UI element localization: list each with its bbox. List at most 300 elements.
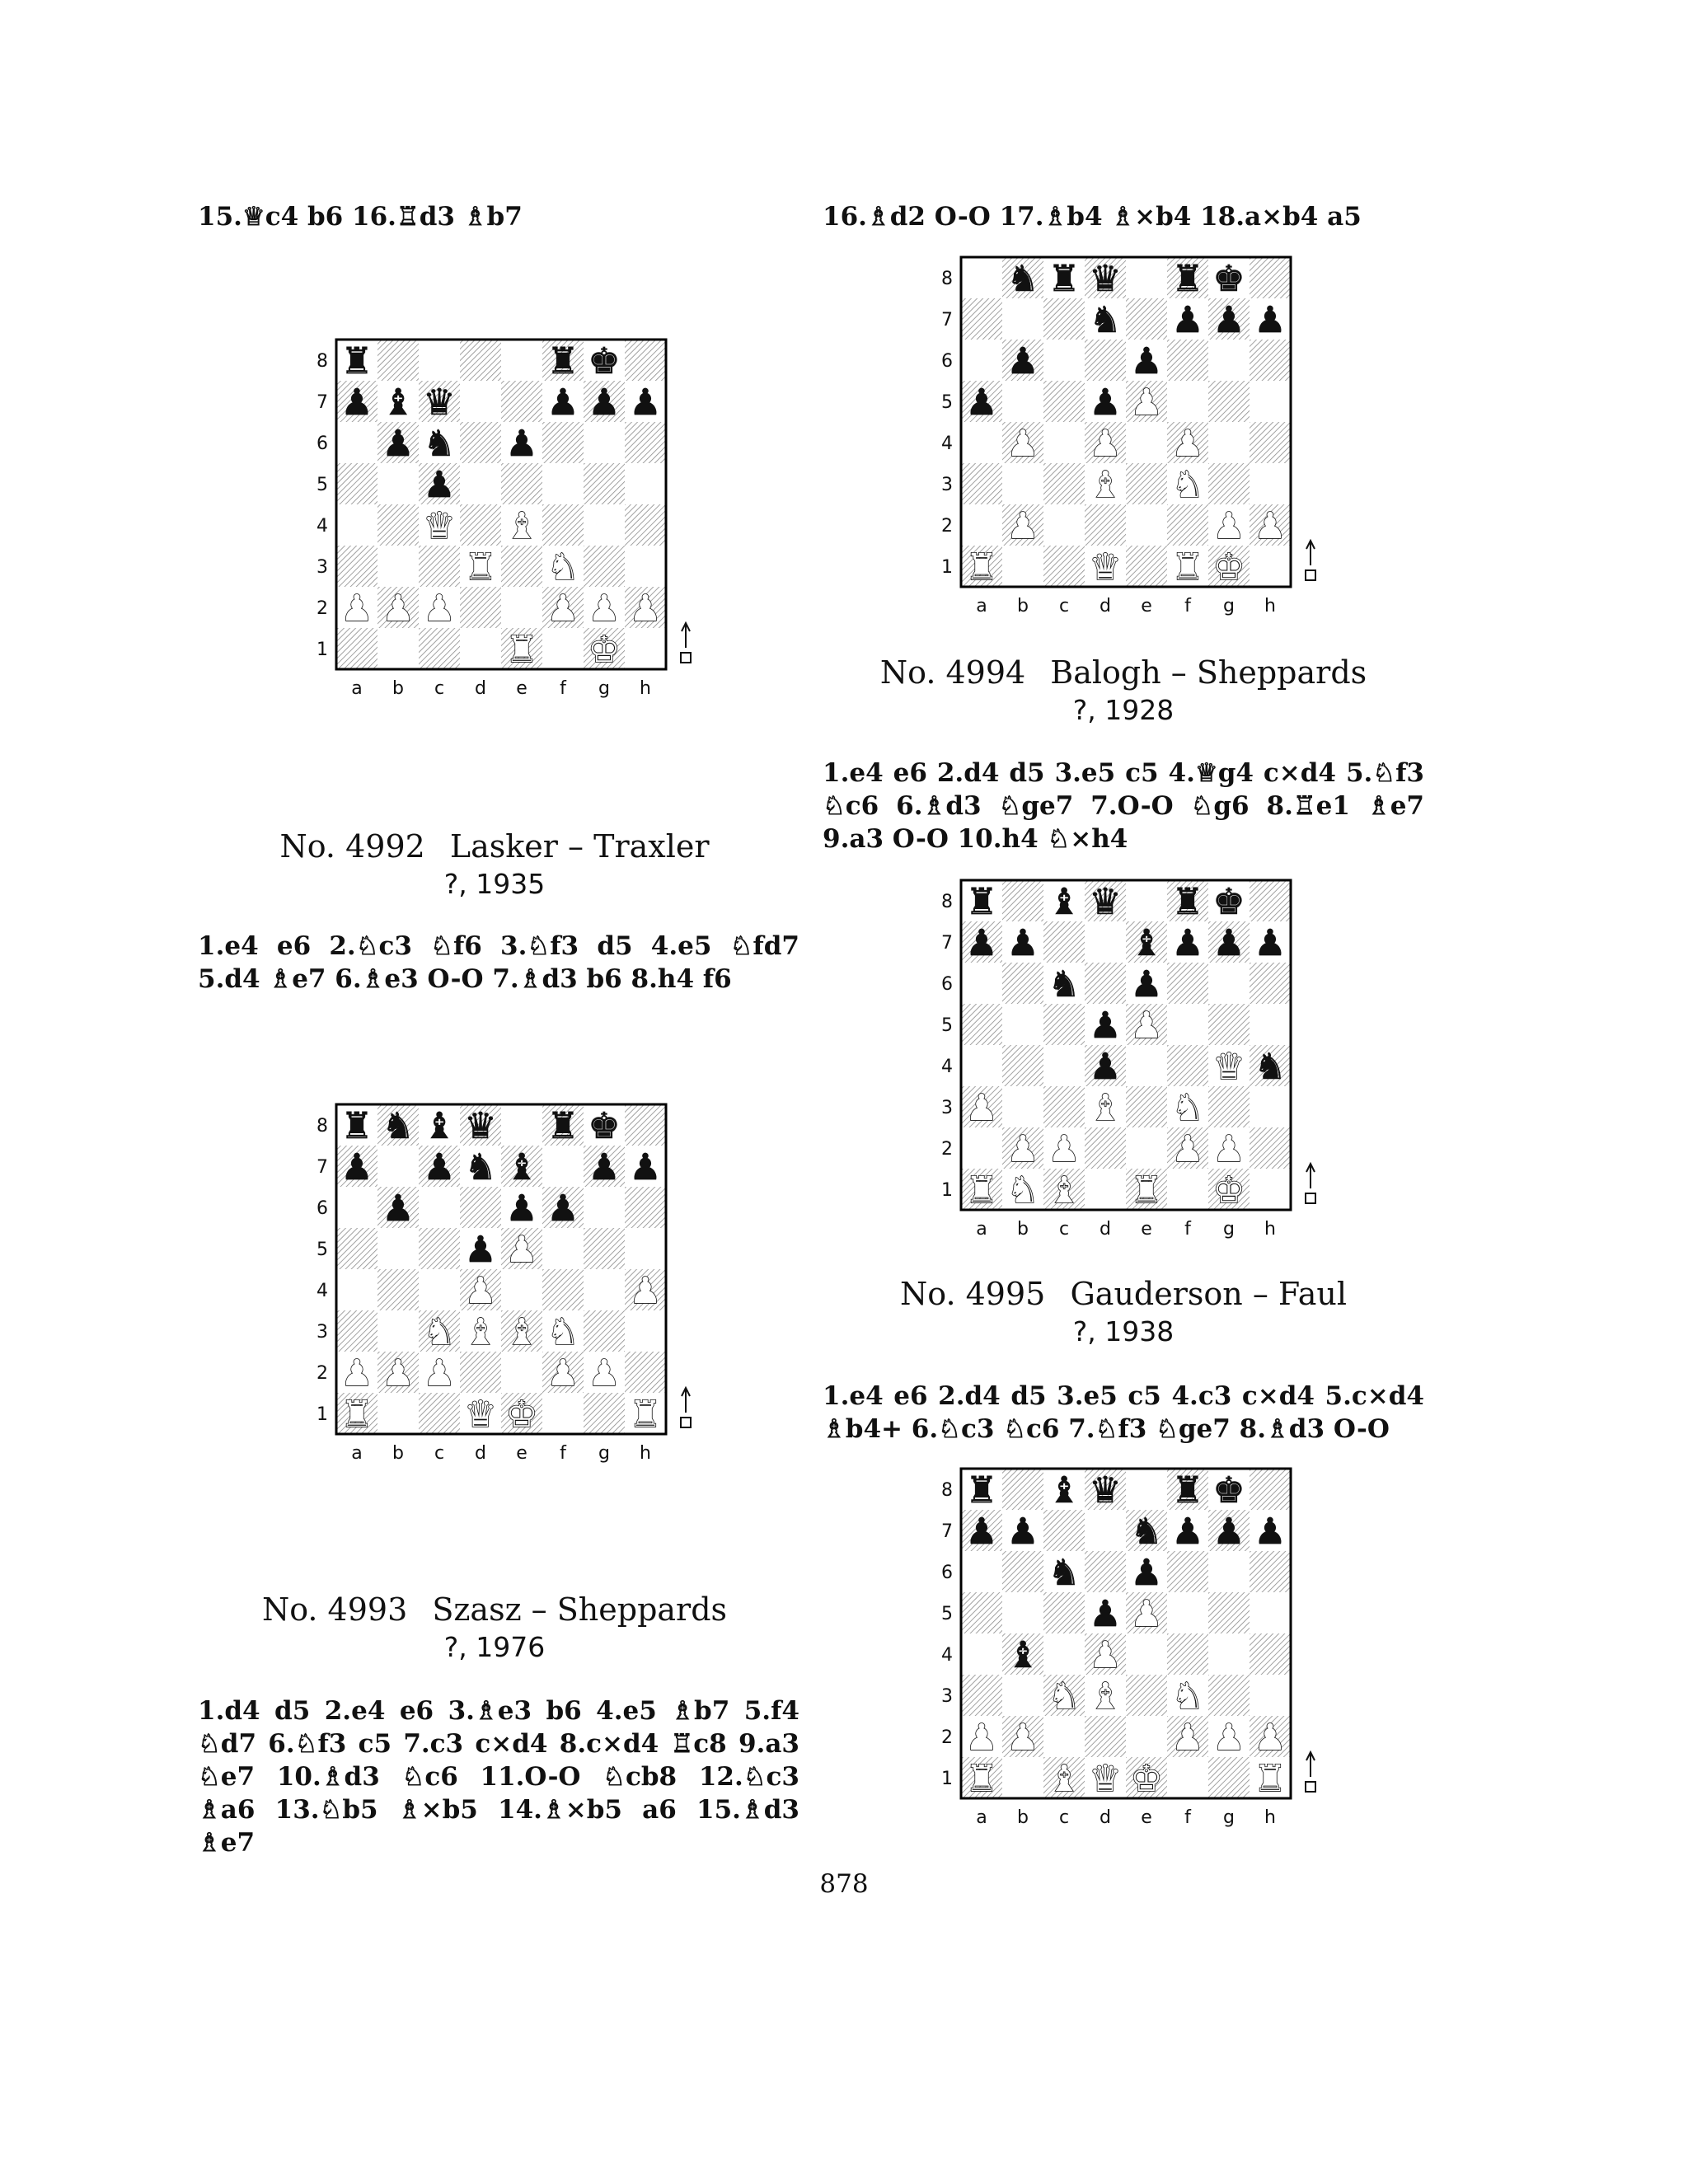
- rank-label: 1: [941, 557, 953, 578]
- board-square-h3: [625, 1310, 666, 1352]
- board-square-b6: [1002, 1551, 1043, 1592]
- board-square-e4: [1126, 1045, 1167, 1086]
- black-knight-icon: ♞: [1048, 963, 1081, 1005]
- rank-label: 3: [941, 1686, 953, 1707]
- chess-board-right-bottom: [936, 1469, 1340, 1828]
- white-pawn-icon: ♟: [1089, 1634, 1122, 1676]
- white-pawn-icon: ♟: [1254, 1717, 1287, 1759]
- white-rook-icon: ♜: [1254, 1758, 1287, 1800]
- board-square-e4: [501, 1269, 542, 1310]
- board-square-h8: [625, 340, 666, 381]
- board-square-a5: [336, 1228, 377, 1269]
- file-label: b: [1017, 1219, 1029, 1240]
- board-square-a3: [961, 1675, 1002, 1716]
- board-square-c6: [419, 1187, 460, 1228]
- chess-board-right-middle: [936, 880, 1340, 1240]
- board-square-e4: [1126, 1633, 1167, 1675]
- board-square-g4: [584, 1269, 625, 1310]
- white-pawn-icon: ♟: [546, 588, 579, 630]
- chess-board-svg: [936, 1469, 1340, 1828]
- black-pawn-icon: ♟: [588, 1146, 621, 1188]
- file-label: g: [1223, 1807, 1235, 1828]
- white-pawn-icon: ♟: [505, 1229, 538, 1271]
- black-king-icon: ♚: [588, 1105, 621, 1147]
- board-square-a7: [961, 298, 1002, 340]
- board-square-b8: [1002, 1469, 1043, 1510]
- black-knight-icon: ♞: [464, 1146, 497, 1188]
- black-pawn-icon: ♟: [1171, 922, 1204, 964]
- black-pawn-icon: ♟: [1254, 922, 1287, 964]
- board-square-f6: [1167, 340, 1208, 381]
- white-rook-icon: ♜: [1171, 546, 1204, 588]
- file-label: c: [434, 1443, 445, 1464]
- white-rook-icon: ♜: [340, 1394, 373, 1436]
- rank-label: 6: [941, 1563, 953, 1583]
- board-square-c8: [419, 340, 460, 381]
- board-square-b3: [377, 546, 419, 587]
- black-pawn-icon: ♟: [965, 382, 998, 424]
- white-pawn-icon: ♟: [1006, 1717, 1039, 1759]
- board-square-c7: [1043, 921, 1085, 963]
- white-to-move-icon: [1306, 541, 1315, 580]
- white-to-move-icon: [1306, 1164, 1315, 1203]
- game-4995-moves: 1.e4 e6 2.d4 d5 3.e5 c5 4.c3 c×d4 5.c×d4 ♗b4+ 6.♘c3 ♘c6 7.♘f3 ♘ge7 8.♗d3 O-O: [823, 1381, 1424, 1444]
- board-square-g5: [1208, 1592, 1250, 1633]
- game-4995-heading: [823, 1275, 1424, 1351]
- white-queen-icon: ♛: [464, 1394, 497, 1436]
- black-knight-icon: ♞: [1130, 1511, 1163, 1553]
- board-square-f5: [542, 463, 584, 504]
- board-square-c4: [419, 1269, 460, 1310]
- white-pawn-icon: ♟: [1006, 1128, 1039, 1170]
- game-number: No. 4995: [900, 1276, 1046, 1312]
- board-square-c3: [1043, 1086, 1085, 1127]
- file-label: d: [1100, 1219, 1111, 1240]
- rank-label: 3: [316, 557, 328, 578]
- board-square-e8: [501, 1104, 542, 1146]
- board-square-h6: [1250, 340, 1291, 381]
- white-bishop-icon: ♝: [1048, 1169, 1081, 1212]
- black-rook-icon: ♜: [1171, 1469, 1204, 1511]
- game-4993-moves: 1.d4 d5 2.e4 e6 3.♗e3 b6 4.e5 ♗b7 5.f4 ♘d7 6.♘f3 c5 7.c3 c×d4 8.c×d4 ♖c8 9.a3 ♘e7 10.♗d3 ♘c6 11.O-O ♘cb8 12.♘c3 ♗a6 13.♘b5 ♗×b5 14.♗×b5 a6 15.♗d3 ♗e7: [198, 1696, 799, 1858]
- board-square-g4: [1208, 1633, 1250, 1675]
- board-square-b4: [377, 1269, 419, 1310]
- board-square-c7: [1043, 298, 1085, 340]
- rank-label: 2: [941, 516, 953, 537]
- board-square-b5: [377, 1228, 419, 1269]
- board-square-d6: [460, 1187, 501, 1228]
- file-label: c: [1058, 1219, 1070, 1240]
- board-square-d2: [1085, 1127, 1126, 1169]
- white-bishop-icon: ♝: [505, 1311, 538, 1353]
- white-pawn-icon: ♟: [965, 1087, 998, 1129]
- rank-label: 8: [316, 1116, 328, 1137]
- board-square-f2: [1167, 504, 1208, 546]
- rank-label: 4: [316, 516, 328, 537]
- board-square-d4: [460, 504, 501, 546]
- black-knight-icon: ♞: [382, 1105, 415, 1147]
- white-bishop-icon: ♝: [1089, 464, 1122, 506]
- black-pawn-icon: ♟: [965, 922, 998, 964]
- board-square-e3: [1126, 1086, 1167, 1127]
- board-square-d2: [1085, 1716, 1126, 1757]
- white-rook-icon: ♜: [464, 546, 497, 588]
- board-square-g3: [1208, 1675, 1250, 1716]
- chess-board-left-top: [312, 340, 715, 699]
- board-square-e2: [1126, 1127, 1167, 1169]
- black-pawn-icon: ♟: [546, 1188, 579, 1230]
- game-place-year: ?, 1935: [443, 868, 546, 900]
- black-bishop-icon: ♝: [1006, 1634, 1039, 1676]
- board-square-g6: [584, 1187, 625, 1228]
- white-pawn-icon: ♟: [1212, 1128, 1245, 1170]
- file-label: d: [475, 1443, 486, 1464]
- white-queen-icon: ♛: [423, 505, 456, 547]
- white-pawn-icon: ♟: [464, 1270, 497, 1312]
- black-rook-icon: ♜: [965, 881, 998, 923]
- board-square-e5: [501, 463, 542, 504]
- rank-label: 6: [941, 351, 953, 372]
- board-square-e4: [1126, 422, 1167, 463]
- game-4993-heading: [198, 1591, 791, 1666]
- board-square-d5: [460, 463, 501, 504]
- board-square-c1: [419, 628, 460, 669]
- board-square-e8: [1126, 880, 1167, 921]
- chess-board-svg: [936, 880, 1340, 1240]
- game-number: No. 4993: [261, 1591, 408, 1628]
- board-square-h1: [1250, 1169, 1291, 1210]
- board-square-b8: [377, 340, 419, 381]
- black-pawn-icon: ♟: [1089, 1593, 1122, 1635]
- board-square-a1: [336, 628, 377, 669]
- game-place-year: ?, 1928: [1072, 694, 1175, 726]
- file-label: f: [1184, 1219, 1191, 1240]
- black-queen-icon: ♛: [1089, 1469, 1122, 1511]
- board-square-f6: [1167, 963, 1208, 1004]
- file-label: e: [1141, 596, 1152, 616]
- white-pawn-icon: ♟: [423, 588, 456, 630]
- rank-label: 3: [941, 475, 953, 495]
- board-square-f4: [542, 504, 584, 546]
- black-knight-icon: ♞: [1048, 1552, 1081, 1594]
- board-square-g4: [1208, 422, 1250, 463]
- board-square-e7: [1126, 298, 1167, 340]
- black-rook-icon: ♜: [1171, 258, 1204, 300]
- white-knight-icon: ♞: [1048, 1675, 1081, 1718]
- board-square-b7: [1002, 298, 1043, 340]
- rank-label: 4: [941, 1645, 953, 1666]
- black-pawn-icon: ♟: [505, 1188, 538, 1230]
- white-pawn-icon: ♟: [1130, 1005, 1163, 1047]
- board-square-b6: [1002, 963, 1043, 1004]
- chess-board-svg: [312, 340, 715, 699]
- black-queen-icon: ♛: [464, 1105, 497, 1147]
- rank-label: 5: [316, 1240, 328, 1260]
- file-label: f: [560, 678, 566, 699]
- board-square-c2: [1043, 1716, 1085, 1757]
- white-knight-icon: ♞: [546, 546, 579, 588]
- board-square-h3: [1250, 1086, 1291, 1127]
- board-square-b1: [1002, 1757, 1043, 1798]
- black-pawn-icon: ♟: [1130, 963, 1163, 1005]
- chess-board-svg: [312, 1104, 715, 1464]
- white-pawn-icon: ♟: [1006, 423, 1039, 465]
- board-square-f6: [1167, 1551, 1208, 1592]
- black-pawn-icon: ♟: [423, 464, 456, 506]
- board-square-e1: [1126, 546, 1167, 587]
- board-square-f6: [542, 422, 584, 463]
- black-bishop-icon: ♝: [1048, 1469, 1081, 1511]
- file-label: b: [392, 1443, 404, 1464]
- black-pawn-icon: ♟: [1212, 299, 1245, 341]
- white-pawn-icon: ♟: [340, 588, 373, 630]
- black-bishop-icon: ♝: [505, 1146, 538, 1188]
- rank-label: 5: [316, 475, 328, 495]
- white-queen-icon: ♛: [1212, 1046, 1245, 1088]
- board-square-e2: [501, 1352, 542, 1393]
- board-square-h8: [1250, 880, 1291, 921]
- board-square-g6: [1208, 340, 1250, 381]
- game-4994-moves: 1.e4 e6 2.d4 d5 3.e5 c5 4.♕g4 c×d4 5.♘f3 ♘c6 6.♗d3 ♘ge7 7.O-O ♘g6 8.♖e1 ♗e7 9.a3 O-O 10.h4 ♘×h4: [823, 758, 1424, 854]
- white-pawn-icon: ♟: [1212, 1717, 1245, 1759]
- rank-label: 6: [316, 1198, 328, 1219]
- board-square-a2: [961, 1127, 1002, 1169]
- black-knight-icon: ♞: [1089, 299, 1122, 341]
- rank-label: 5: [941, 392, 953, 413]
- board-square-c6: [1043, 340, 1085, 381]
- white-pawn-icon: ♟: [423, 1352, 456, 1394]
- black-pawn-icon: ♟: [965, 1511, 998, 1553]
- file-label: g: [1223, 1219, 1235, 1240]
- game-4991-continuation-moves: 15.♕c4 b6 16.♖d3 ♗b7: [198, 202, 523, 232]
- board-square-h8: [1250, 257, 1291, 298]
- black-pawn-icon: ♟: [1254, 299, 1287, 341]
- rank-label: 7: [316, 1157, 328, 1178]
- file-label: c: [1058, 596, 1070, 616]
- game-number: No. 4992: [279, 828, 425, 865]
- board-square-f1: [1167, 1757, 1208, 1798]
- board-square-d7: [460, 381, 501, 422]
- file-label: h: [640, 1443, 651, 1464]
- board-square-h5: [1250, 1592, 1291, 1633]
- white-to-move-icon: [1306, 1752, 1315, 1792]
- board-square-b4: [377, 504, 419, 546]
- white-bishop-icon: ♝: [464, 1311, 497, 1353]
- board-square-h3: [1250, 1675, 1291, 1716]
- black-pawn-icon: ♟: [464, 1229, 497, 1271]
- board-square-h5: [1250, 1004, 1291, 1045]
- board-square-g3: [1208, 463, 1250, 504]
- rank-label: 1: [316, 1404, 328, 1425]
- board-square-g3: [584, 546, 625, 587]
- black-pawn-icon: ♟: [1171, 1511, 1204, 1553]
- chess-board-svg: [936, 257, 1340, 616]
- file-label: h: [1264, 1219, 1276, 1240]
- board-square-b3: [1002, 1675, 1043, 1716]
- file-label: g: [598, 1443, 610, 1464]
- board-square-a3: [336, 546, 377, 587]
- board-square-d2: [460, 1352, 501, 1393]
- file-label: d: [1100, 596, 1111, 616]
- file-label: d: [475, 678, 486, 699]
- board-square-c1: [1043, 546, 1085, 587]
- game-players: Lasker – Traxler: [449, 828, 710, 865]
- black-knight-icon: ♞: [1254, 1046, 1287, 1088]
- board-square-e3: [1126, 463, 1167, 504]
- board-square-c7: [1043, 1510, 1085, 1551]
- board-square-h6: [625, 422, 666, 463]
- board-square-c3: [1043, 463, 1085, 504]
- black-rook-icon: ♜: [546, 340, 579, 382]
- white-pawn-icon: ♟: [1130, 1593, 1163, 1635]
- white-knight-icon: ♞: [1171, 1087, 1204, 1129]
- rank-label: 8: [941, 1480, 953, 1501]
- board-square-d1: [1085, 1169, 1126, 1210]
- game-4994-heading: [823, 654, 1424, 729]
- board-square-a3: [961, 463, 1002, 504]
- white-king-icon: ♚: [1212, 546, 1245, 588]
- black-pawn-icon: ♟: [1254, 1511, 1287, 1553]
- file-label: d: [1100, 1807, 1111, 1828]
- board-square-b1: [377, 628, 419, 669]
- board-square-a2: [961, 504, 1002, 546]
- file-label: b: [392, 678, 404, 699]
- black-rook-icon: ♜: [546, 1105, 579, 1147]
- file-label: g: [1223, 596, 1235, 616]
- black-pawn-icon: ♟: [629, 1146, 662, 1188]
- file-label: e: [516, 678, 528, 699]
- board-square-g6: [584, 422, 625, 463]
- board-square-d6: [1085, 1551, 1126, 1592]
- rank-label: 5: [941, 1015, 953, 1036]
- white-knight-icon: ♞: [1006, 1169, 1039, 1212]
- white-to-move-icon: [681, 623, 691, 663]
- rank-label: 7: [941, 933, 953, 954]
- board-square-f4: [1167, 1633, 1208, 1675]
- rank-label: 7: [316, 392, 328, 413]
- board-square-g5: [584, 1228, 625, 1269]
- file-label: a: [976, 596, 987, 616]
- board-square-h1: [625, 628, 666, 669]
- board-square-a3: [336, 1310, 377, 1352]
- black-pawn-icon: ♟: [1006, 922, 1039, 964]
- board-square-a6: [961, 963, 1002, 1004]
- board-square-b3: [1002, 463, 1043, 504]
- game-place-year: ?, 1938: [1072, 1315, 1175, 1347]
- white-king-icon: ♚: [588, 629, 621, 671]
- board-square-d6: [1085, 340, 1126, 381]
- black-king-icon: ♚: [1212, 881, 1245, 923]
- black-queen-icon: ♛: [1089, 258, 1122, 300]
- white-rook-icon: ♜: [965, 1169, 998, 1212]
- board-square-e2: [1126, 504, 1167, 546]
- rank-label: 3: [316, 1322, 328, 1343]
- board-square-g6: [1208, 1551, 1250, 1592]
- board-square-b1: [377, 1393, 419, 1434]
- board-square-e8: [1126, 1469, 1167, 1510]
- board-square-f5: [542, 1228, 584, 1269]
- white-knight-icon: ♞: [546, 1311, 579, 1353]
- board-square-b3: [1002, 1086, 1043, 1127]
- board-square-a6: [961, 1551, 1002, 1592]
- rank-label: 3: [941, 1098, 953, 1118]
- white-pawn-icon: ♟: [1254, 505, 1287, 547]
- white-queen-icon: ♛: [1089, 546, 1122, 588]
- white-rook-icon: ♜: [629, 1394, 662, 1436]
- white-queen-icon: ♛: [1089, 1758, 1122, 1800]
- white-pawn-icon: ♟: [1130, 382, 1163, 424]
- board-square-c5: [1043, 381, 1085, 422]
- black-pawn-icon: ♟: [588, 382, 621, 424]
- file-label: a: [976, 1219, 987, 1240]
- board-square-h6: [625, 1187, 666, 1228]
- black-knight-icon: ♞: [1006, 258, 1039, 300]
- file-label: e: [1141, 1219, 1152, 1240]
- black-pawn-icon: ♟: [423, 1146, 456, 1188]
- page-number: 878: [819, 1869, 869, 1899]
- rank-label: 4: [316, 1281, 328, 1301]
- board-square-d7: [1085, 921, 1126, 963]
- board-square-b1: [1002, 546, 1043, 587]
- board-square-h3: [1250, 463, 1291, 504]
- white-pawn-icon: ♟: [382, 1352, 415, 1394]
- black-pawn-icon: ♟: [1006, 1511, 1039, 1553]
- file-label: a: [351, 678, 363, 699]
- board-square-b5: [1002, 1004, 1043, 1045]
- board-square-d8: [460, 340, 501, 381]
- white-pawn-icon: ♟: [1089, 423, 1122, 465]
- black-rook-icon: ♜: [340, 1105, 373, 1147]
- board-square-e2: [1126, 1716, 1167, 1757]
- rank-label: 4: [941, 434, 953, 454]
- board-square-e7: [501, 381, 542, 422]
- game-4993-continuation-moves: 16.♗d2 O-O 17.♗b4 ♗×b4 18.a×b4 a5: [823, 202, 1362, 232]
- file-label: h: [1264, 1807, 1276, 1828]
- white-king-icon: ♚: [1130, 1758, 1163, 1800]
- board-square-c3: [419, 546, 460, 587]
- white-bishop-icon: ♝: [1089, 1675, 1122, 1718]
- rank-label: 2: [316, 598, 328, 619]
- black-pawn-icon: ♟: [1130, 1552, 1163, 1594]
- rank-label: 1: [941, 1180, 953, 1201]
- game-number: No. 4994: [879, 654, 1026, 691]
- board-square-f1: [542, 628, 584, 669]
- black-queen-icon: ♛: [423, 382, 456, 424]
- white-pawn-icon: ♟: [1171, 1128, 1204, 1170]
- board-square-g5: [1208, 1004, 1250, 1045]
- file-label: c: [1058, 1807, 1070, 1828]
- black-pawn-icon: ♟: [340, 382, 373, 424]
- rank-label: 6: [316, 434, 328, 454]
- rank-label: 8: [316, 351, 328, 372]
- rank-label: 7: [941, 310, 953, 330]
- file-label: e: [1141, 1807, 1152, 1828]
- file-label: b: [1017, 1807, 1029, 1828]
- board-square-a4: [961, 422, 1002, 463]
- board-square-b8: [1002, 880, 1043, 921]
- board-square-d2: [1085, 504, 1126, 546]
- board-square-e3: [501, 546, 542, 587]
- board-square-e8: [1126, 257, 1167, 298]
- white-pawn-icon: ♟: [965, 1717, 998, 1759]
- white-pawn-icon: ♟: [1212, 505, 1245, 547]
- white-to-move-icon: [681, 1388, 691, 1427]
- board-square-f7: [542, 1146, 584, 1187]
- board-square-f1: [542, 1393, 584, 1434]
- board-square-c5: [1043, 1004, 1085, 1045]
- board-square-f1: [1167, 1169, 1208, 1210]
- board-square-a5: [961, 1004, 1002, 1045]
